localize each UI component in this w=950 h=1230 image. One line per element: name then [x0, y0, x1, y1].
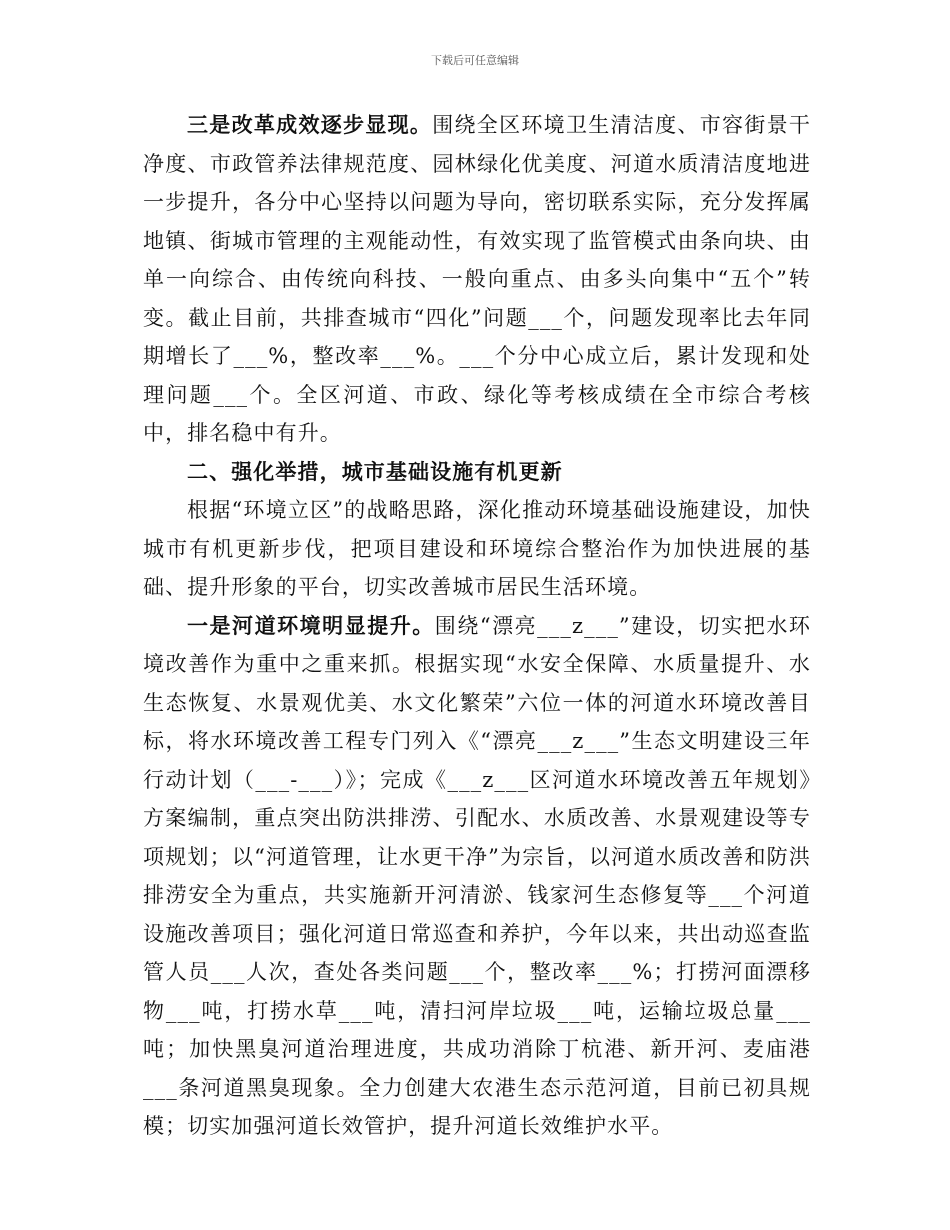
paragraph-lead-text: 一是河道环境明显提升。	[187, 613, 435, 638]
paragraph-body-text: 围绕“漂亮___z___”建设，切实把水环境改善作为重中之重来抓。根据实现“水安全保障、水质量提升、水生态恢复、水景观优美、水文化繁荣”六位一体的河道水环境改善目标，将水环境改善工程专门列入《“漂亮___z___”生态文明建设三年行动计划（___-___）》；完成《___z___区河道水环境改善五年规划》方案编制，重点突出防洪排涝、引配水、水质改善、水景观建设等专项规划；以“河道管理，让水更干净”为宗旨，以河道水质改善和防洪排涝安全为重点，共实施新开河清淤、钱家河生态修复等___个河道设施改善项目；强化河道日常巡查和养护，今年以来，共出动巡查监管人员___人次，查处各类问题___个，整改率___%；打捞河面漂移物___吨，打捞水草___吨，清扫河岸垃圾___吨，运输垃圾总量___吨；加快黑臭河道治理进度，共成功消除丁杭港、新开河、麦庙港___条河道黑臭现象。全力创建大农港生态示范河道，目前已初具规模；切实加强河道长效管护，提升河道长效维护水平。	[143, 613, 811, 1138]
paragraph-body-text: 围绕全区环境卫生清洁度、市容街景干净度、市政管养法律规范度、园林绿化优美度、河道水质清洁度地进一步提升，各分中心坚持以问题为导向，密切联系实际，充分发挥属地镇、街城市管理的主观能动性，有效实现了监管模式由条向块、由单一向综合、由传统向科技、一般向重点、由多头向集中“五个”转变。截止目前，共排查城市“四化”问题___个，问题发现率比去年同期增长了___%，整改率___%。___个分中心成立后，累计发现和处理问题___个。全区河道、市政、绿化等考核成绩在全市综合考核中，排名稳中有升。	[143, 113, 811, 445]
paragraph-body-text: 根据“环境立区”的战略思路，深化推动环境基础设施建设，加快城市有机更新步伐，把项目建设和环境综合整治作为加快进展的基础、提升形象的平台，切实改善城市居民生活环境。	[143, 498, 811, 599]
paragraph-environment-strategy	[143, 491, 811, 607]
paragraph-reform-results	[143, 106, 811, 453]
document-body	[143, 106, 811, 1146]
paragraph-lead-text: 三是改革成效逐步显现。	[187, 113, 433, 137]
section-heading: 二、强化举措，城市基础设施有机更新	[187, 459, 563, 484]
paragraph-river-environment	[143, 607, 811, 1146]
page-header-note: 下载后可任意编辑	[431, 54, 519, 67]
